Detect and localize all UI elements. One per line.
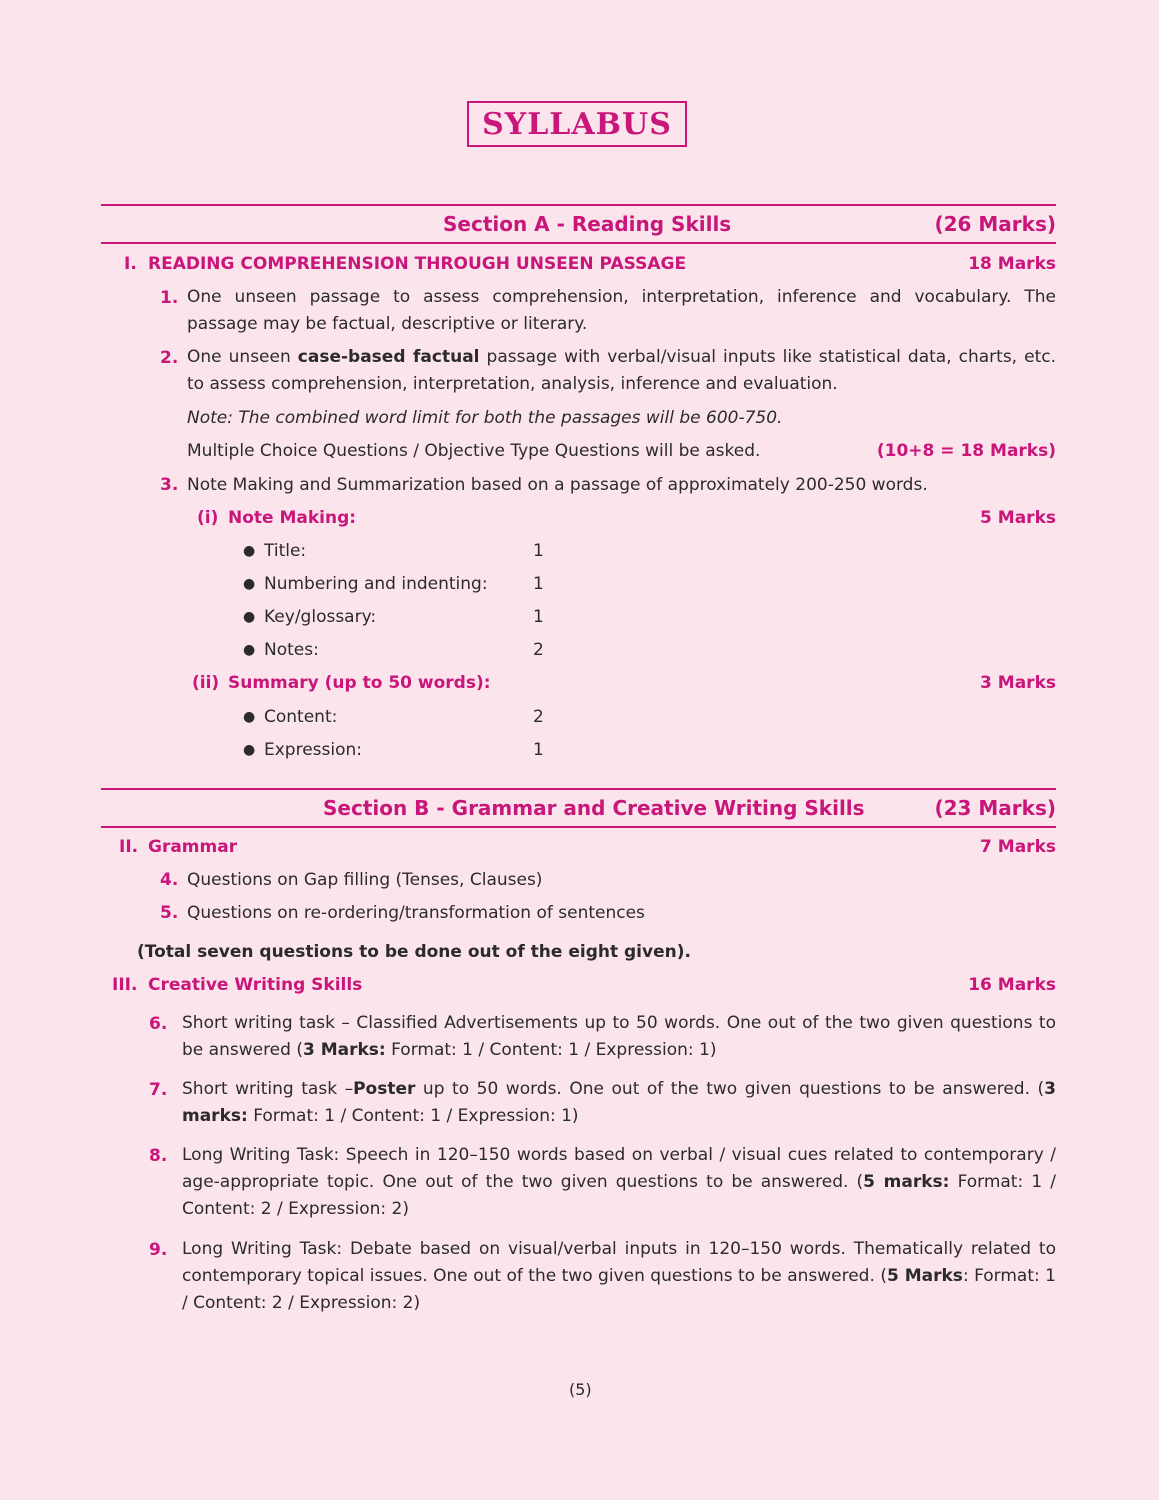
item-2-number: 2. [160, 348, 179, 368]
summary-row-value: 1 [533, 740, 544, 760]
item-6-number: 6. [149, 1014, 168, 1034]
bullet-icon: ● [243, 543, 256, 559]
section-b-header [101, 788, 1056, 828]
summary-marks: 3 Marks [980, 673, 1056, 693]
item-1-text: One unseen passage to assess comprehension, interpretation, inference and vocabulary. The passage may be factual, descriptive or literary. [187, 287, 1056, 334]
item-3-number: 3. [160, 475, 179, 495]
part-3-roman: III. [112, 975, 138, 995]
section-a-header [101, 204, 1056, 244]
bullet-icon: ● [243, 709, 256, 725]
part-1-roman: I. [124, 254, 137, 274]
summary-label: Summary (up to 50 words): [228, 673, 491, 693]
note-making-number: (i) [197, 508, 219, 528]
part-3-heading: Creative Writing Skills [148, 975, 363, 995]
section-a-title: Section A - Reading Skills [443, 212, 732, 236]
bullet-icon: ● [243, 642, 256, 658]
item-4-text: Questions on Gap filling (Tenses, Clauses) [187, 870, 543, 890]
part-2-heading: Grammar [148, 837, 238, 857]
item-4-number: 4. [160, 870, 179, 890]
summary-number: (ii) [192, 673, 220, 693]
note-making-row-label: Numbering and indenting: [264, 574, 488, 594]
mcq-line: Multiple Choice Questions / Objective Type Questions will be asked. [187, 441, 761, 461]
bullet-icon: ● [243, 576, 256, 592]
part-1-heading: READING COMPREHENSION THROUGH UNSEEN PASSAGE [148, 254, 687, 274]
summary-row-value: 2 [533, 707, 544, 727]
section-b-title: Section B - Grammar and Creative Writing Skills [323, 796, 865, 820]
note-making-row-value: 1 [533, 541, 544, 561]
passage-note: Note: The combined word limit for both the passages will be 600-750. [187, 408, 783, 428]
item-7-text: Short writing task –Poster up to 50 words. One out of the two given questions to be answered. (3 marks: Format: 1 / Content: 1 / Expression: 1) [182, 1079, 1056, 1126]
item-9-text: Long Writing Task: Debate based on visual/verbal inputs in 120–150 words. Thematically related to contemporary topical issues. One out of the two given questions to be answered. (5 Marks: Format: 1 / Content: 2 / Expression: 2) [182, 1239, 1056, 1313]
item-5-number: 5. [160, 903, 179, 923]
item-8-text: Long Writing Task: Speech in 120–150 words based on verbal / visual cues related to contemporary / age-appropriate topic. One out of the two given questions to be answered. (5 marks: Format: 1 / Content: 2 / Expression: 2) [182, 1145, 1056, 1219]
note-making-row-label: Notes: [264, 640, 319, 660]
note-making-marks: 5 Marks [980, 508, 1056, 528]
section-a-marks: (26 Marks) [934, 212, 1056, 236]
bullet-icon: ● [243, 609, 256, 625]
note-making-row-value: 2 [533, 640, 544, 660]
item-6-text: Short writing task – Classified Advertisements up to 50 words. One out of the two given questions to be answered (3 Marks: Format: 1 / Content: 1 / Expression: 1) [182, 1013, 1056, 1060]
item-3-text: Note Making and Summarization based on a passage of approximately 200-250 words. [187, 475, 928, 495]
item-7-number: 7. [149, 1080, 168, 1100]
summary-row-label: Expression: [264, 740, 363, 760]
section-b-marks: (23 Marks) [934, 796, 1056, 820]
part-3-marks: 16 Marks [968, 975, 1056, 995]
item-1-number: 1. [160, 288, 179, 308]
note-making-row-label: Key/glossary: [264, 607, 377, 627]
part-1-marks: 18 Marks [968, 254, 1056, 274]
part-2-marks: 7 Marks [980, 837, 1056, 857]
item-2-text: One unseen case-based factual passage with verbal/visual inputs like statistical data, charts, etc. to assess comprehension, interpretation, analysis, inference and evaluation. [187, 347, 1056, 394]
item-9-number: 9. [149, 1240, 168, 1260]
total-questions-note: (Total seven questions to be done out of the eight given). [137, 942, 691, 962]
summary-row-label: Content: [264, 707, 338, 727]
page-number: (5) [569, 1380, 592, 1399]
page-title: SYLLABUS [482, 106, 672, 142]
note-making-row-value: 1 [533, 574, 544, 594]
note-making-row-label: Title: [264, 541, 307, 561]
note-making-label: Note Making: [228, 508, 357, 528]
part-2-roman: II. [119, 837, 139, 857]
note-making-row-value: 1 [533, 607, 544, 627]
syllabus-title-box [467, 101, 687, 147]
item-8-number: 8. [149, 1146, 168, 1166]
item-5-text: Questions on re-ordering/transformation of sentences [187, 903, 645, 923]
bullet-icon: ● [243, 742, 256, 758]
mcq-marks: (10+8 = 18 Marks) [876, 441, 1056, 461]
